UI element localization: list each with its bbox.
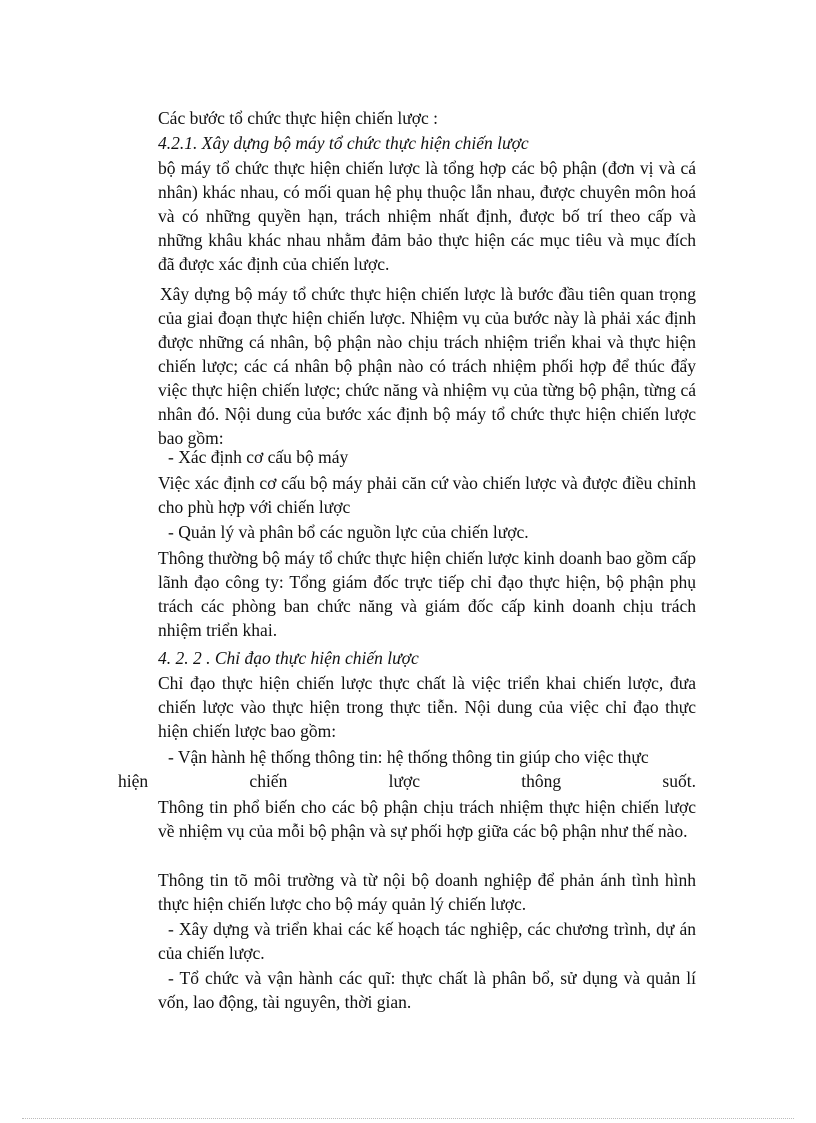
section-title-4-2-1: 4.2.1. Xây dựng bộ máy tổ chức thực hiện chiến lược (158, 133, 529, 153)
paragraph-2: Xây dựng bộ máy tổ chức thực hiện chiến lược là bước đầu tiên quan trọng của giai đoạn thực hiện chiến lược. Nhiệm vụ của bước này là phải xác định được những cá nhân, bộ phận nào chịu trách nhiệm triển khai và thực hiện chiến lược; các cá nhân bộ phận nào có trách nhiệm phối hợp để thúc đẩy việc thực hiện chiến lược; chức năng và nhiệm vụ của từng bộ phận, từng cá nhân đó. Nội dung của bước xác định bộ máy tổ chức thực hiện chiến lược bao gồm: (158, 284, 696, 448)
word: hiện (118, 771, 149, 791)
bullet-5: - Tổ chức và vận hành các quĩ: thực chất là phân bổ, sử dụng và quản lí vốn, lao động, tài nguyên, thời gian. (158, 968, 696, 1012)
bullet-1: - Xác định cơ cấu bộ máy (168, 447, 349, 467)
paragraph-7: Thông tin tõ môi trường và từ nội bộ doanh nghiệp để phản ánh tình hình thực hiện chiến lược cho bộ máy quản lý chiến lược. (158, 870, 696, 914)
paragraph-5: Chỉ đạo thực hiện chiến lược thực chất là việc triển khai chiến lược, đưa chiến lược vào thực hiện trong thực tiễn. Nội dung của việc chỉ đạo thực hiện chiến lược bao gồm: (158, 673, 696, 741)
section-title-4-2-2: 4. 2. 2 . Chỉ đạo thực hiện chiến lược (158, 648, 419, 668)
word: thông (521, 771, 562, 791)
page-bottom-divider (22, 1118, 794, 1119)
bullet-4: - Xây dựng và triển khai các kế hoạch tác nghiệp, các chương trình, dự án của chiến lược. (158, 919, 696, 963)
paragraph-6: Thông tin phổ biến cho các bộ phận chịu trách nhiệm thực hiện chiến lược về nhiệm vụ của mỗi bộ phận và sự phối hợp giữa các bộ phận như thế nào. (158, 797, 696, 841)
word: chiến (249, 771, 288, 791)
bullet-3-line-1: - Vận hành hệ thống thông tin: hệ thống thông tin giúp cho việc thực (168, 747, 649, 767)
paragraph-1: bộ máy tổ chức thực hiện chiến lược là tổng hợp các bộ phận (đơn vị và cá nhân) khác nhau, có mối quan hệ phụ thuộc lẫn nhau, được chuyên môn hoá và có những quyền hạn, trách nhiệm nhất định, được bố trí theo cấp và những khâu khác nhau nhằm đảm bảo thực hiện các mục tiêu và mục đích đã được xác định của chiến lược. (158, 158, 696, 274)
heading: Các bước tổ chức thực hiện chiến lược : (158, 108, 438, 128)
bullet-2: - Quản lý và phân bổ các nguồn lực của chiến lược. (168, 522, 529, 542)
bullet-3-line-2 (118, 769, 696, 793)
word: suốt. (662, 771, 696, 791)
paragraph-3: Việc xác định cơ cấu bộ máy phải căn cứ vào chiến lược và được điều chỉnh cho phù hợp với chiến lược (158, 473, 696, 517)
word: lược (388, 771, 420, 791)
paragraph-4: Thông thường bộ máy tổ chức thực hiện chiến lược kinh doanh bao gồm cấp lãnh đạo công ty: Tổng giám đốc trực tiếp chỉ đạo thực hiện, bộ phận phụ trách các phòng ban chức năng và giám đốc cấp kinh doanh chịu trách nhiệm triển khai. (158, 548, 696, 640)
